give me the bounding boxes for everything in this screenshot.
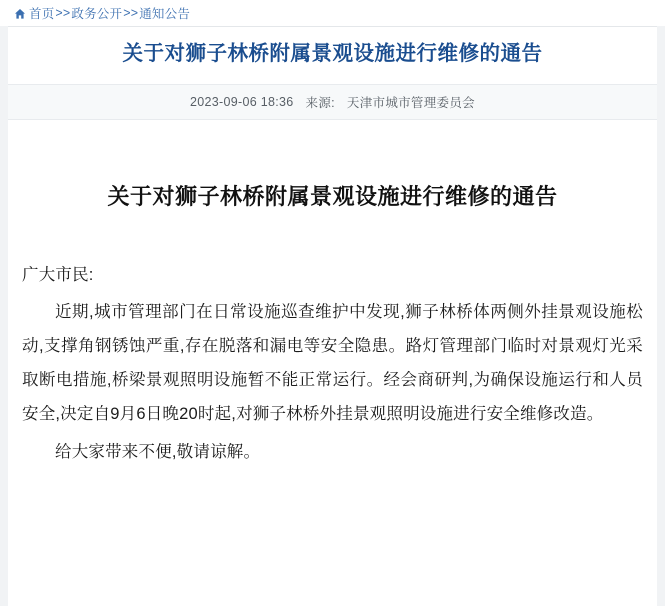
paragraph-salutation: 广大市民: [22, 265, 94, 284]
paragraph-main: 近期,城市管理部门在日常设施巡查维护中发现,狮子林桥体两侧外挂景观设施松动,支撑角钢锈蚀严重,存在脱落和漏电等安全隐患。路灯管理部门临时对景观灯光采取断电措施,桥梁景观照明设施暂不能正常运行。经会商研判,为确保设施运行和人员安全,决定自9月6日晚20时起,对狮子林桥外挂景观照明设施进行安全维修改造。 [22, 303, 643, 423]
page-title: 关于对狮子林桥附属景观设施进行维修的通告 [122, 42, 543, 65]
breadcrumb [0, 0, 665, 26]
breadcrumb-separator: >> [123, 6, 139, 20]
article-paragraphs [22, 259, 643, 470]
breadcrumb-item-home[interactable]: 首页 [29, 7, 55, 21]
article-meta [0, 84, 665, 120]
breadcrumb-item-government-disclosure[interactable]: 政务公开 [71, 7, 123, 21]
source-label: 来源: [305, 95, 335, 110]
page-gutter-right [657, 26, 665, 606]
home-icon [14, 8, 26, 20]
header-title-band [0, 26, 665, 84]
publish-date: 2023-09-06 18:36 [190, 94, 294, 109]
article-title: 关于对狮子林桥附属景观设施进行维修的通告 [107, 183, 558, 209]
page-gutter-left [0, 26, 8, 606]
source-name: 天津市城市管理委员会 [346, 95, 475, 110]
breadcrumb-separator: >> [55, 6, 71, 20]
paragraph-closing: 给大家带来不便,敬请谅解。 [55, 442, 261, 461]
breadcrumb-item-notices[interactable]: 通知公告 [139, 7, 191, 21]
article-body [0, 180, 665, 470]
